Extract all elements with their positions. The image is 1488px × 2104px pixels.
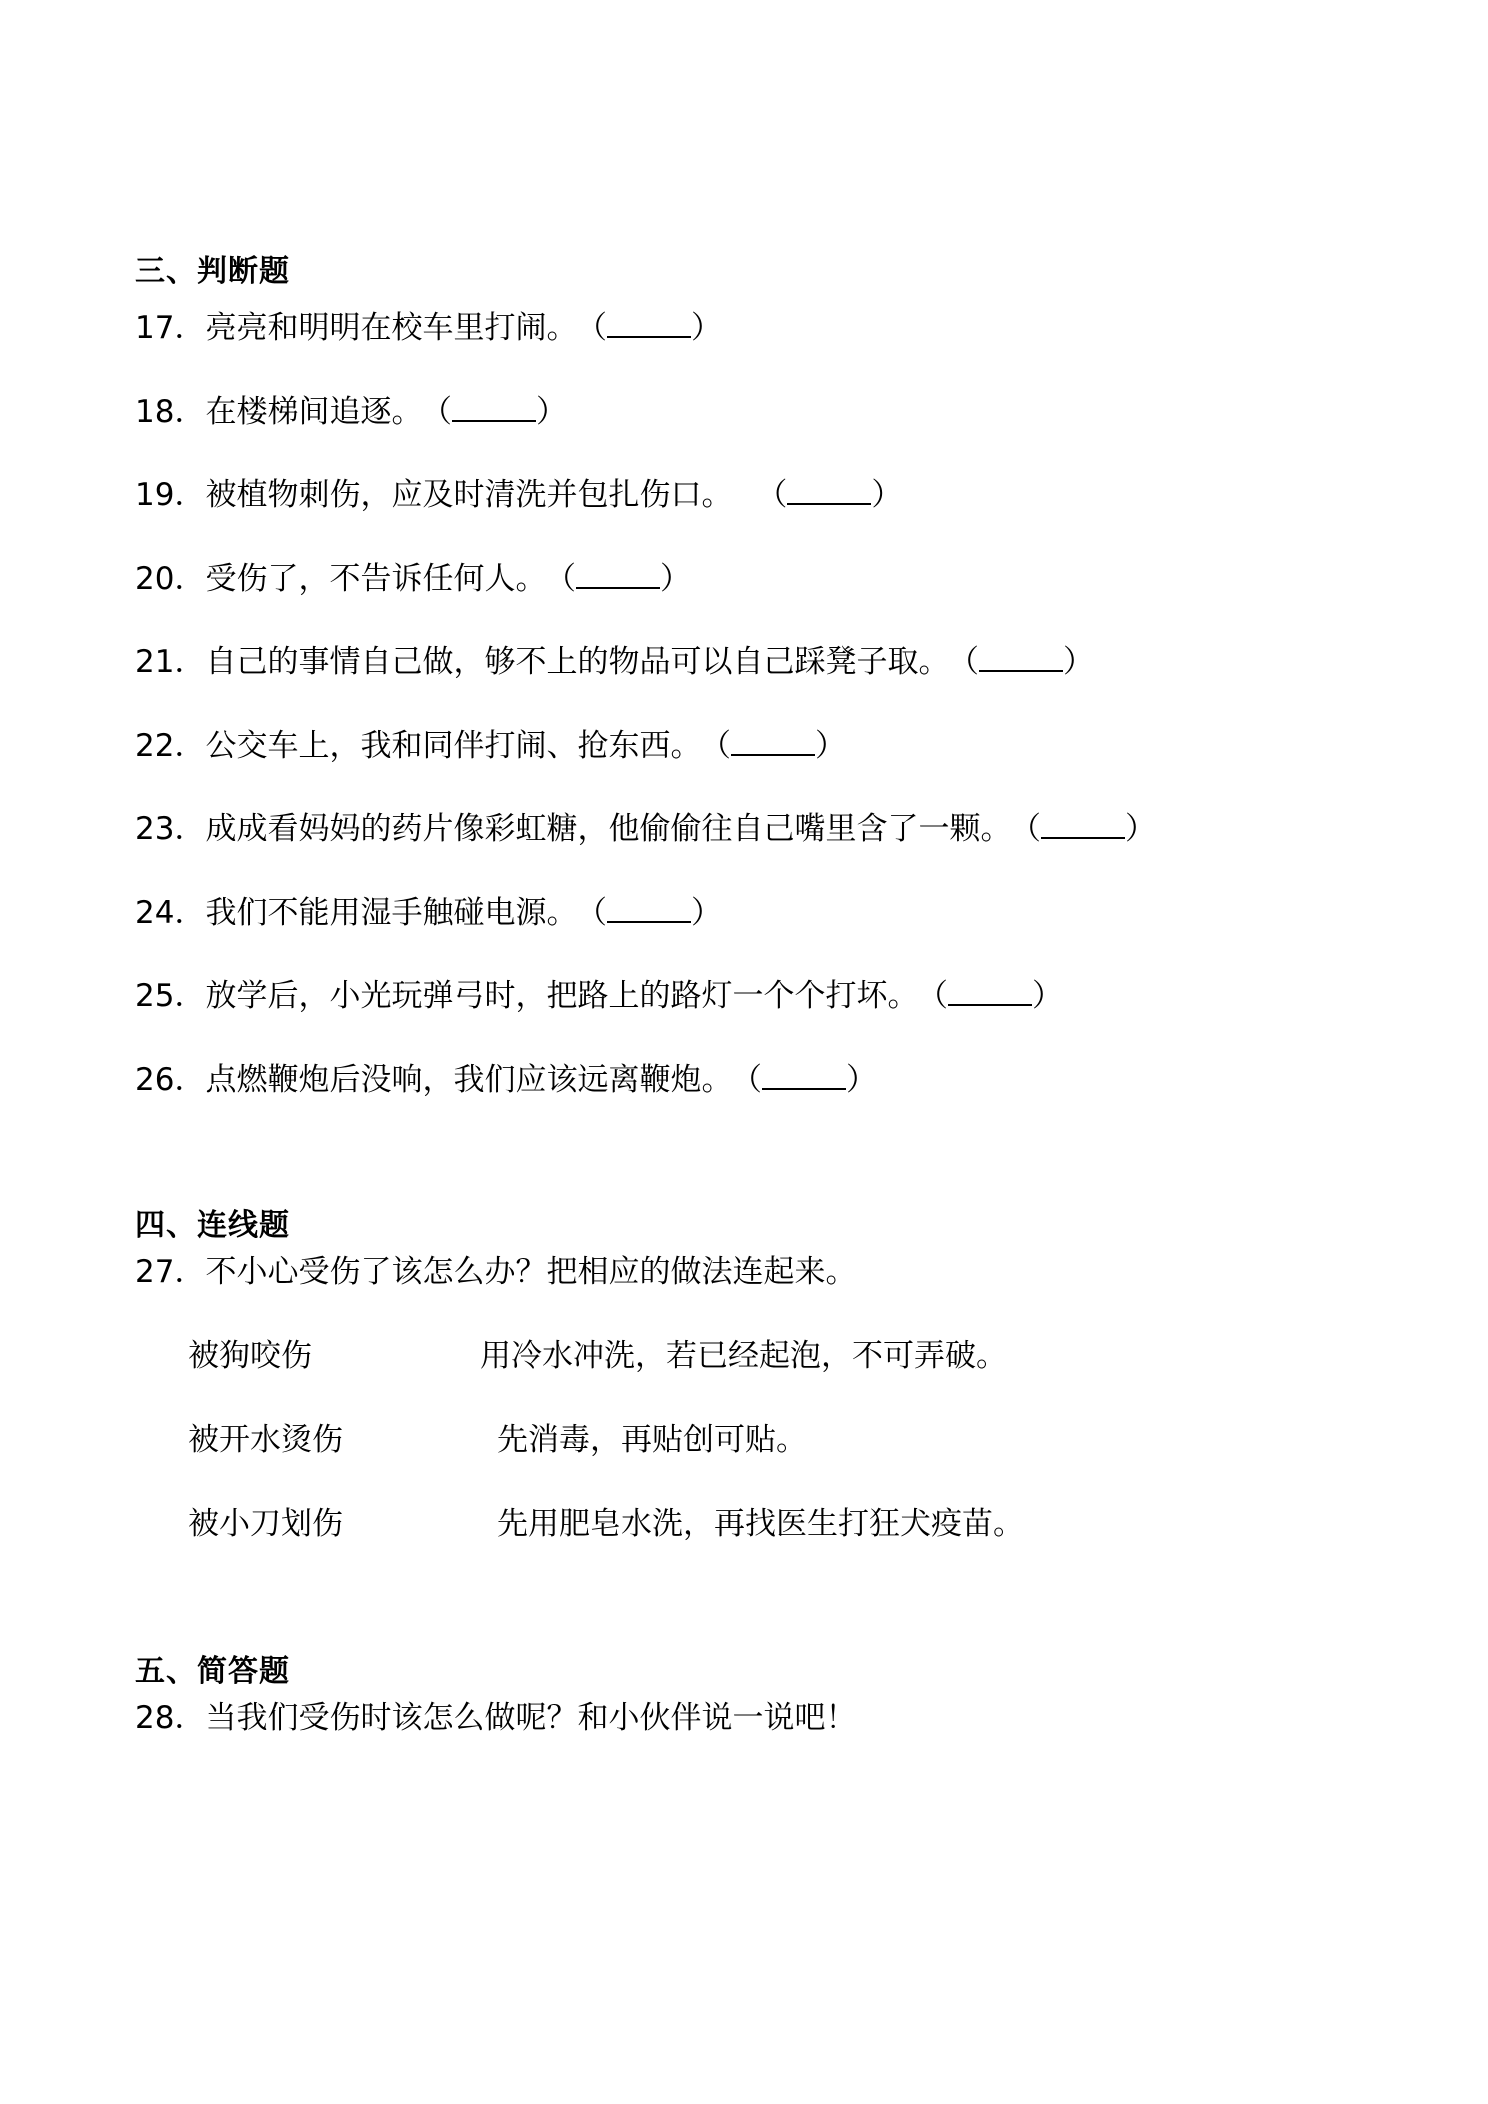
question-text: 放学后，小光玩弹弓时，把路上的路灯一个个打坏。 <box>205 978 919 1014</box>
question-text: 亮亮和明明在校车里打闹。 <box>205 310 578 346</box>
judge-question <box>135 887 722 932</box>
question-number: 22． <box>135 728 206 764</box>
judge-question <box>135 302 722 347</box>
paren-close: ） <box>845 1062 877 1098</box>
section-title-short: 五、简答题 <box>135 1654 290 1689</box>
judge-question <box>135 469 902 514</box>
question-text: 被植物刺伤，应及时清洗并包扎伤口。 <box>205 477 743 513</box>
paren-close: ） <box>535 394 567 430</box>
paren-close: ） <box>1124 811 1156 847</box>
question-text: 公交车上，我和同伴打闹、抢东西。 <box>205 728 702 764</box>
match-left-item: 被狗咬伤 <box>188 1338 312 1374</box>
paren-close: ） <box>1062 644 1094 680</box>
answer-blank[interactable] <box>1041 809 1125 839</box>
question-text: 在楼梯间追逐。 <box>205 394 423 430</box>
question-number: 24． <box>135 895 206 931</box>
question-number: 19． <box>135 477 206 513</box>
answer-blank[interactable] <box>787 475 871 505</box>
paren-close: ） <box>690 310 722 346</box>
paren-open: （ <box>746 1062 762 1098</box>
paren-close: ） <box>871 477 903 513</box>
paren-open: （ <box>560 561 576 597</box>
paren-open: （ <box>932 978 948 1014</box>
answer-blank[interactable] <box>762 1060 846 1090</box>
question-text: 不小心受伤了该怎么办？把相应的做法连起来。 <box>205 1254 857 1290</box>
match-left-item: 被开水烫伤 <box>188 1422 343 1458</box>
answer-blank[interactable] <box>452 392 536 422</box>
paren-open: （ <box>756 477 788 513</box>
question-number: 17． <box>135 310 206 346</box>
answer-blank[interactable] <box>576 559 660 589</box>
judge-question <box>135 636 1094 681</box>
paren-open: （ <box>963 644 979 680</box>
question-number: 28． <box>135 1700 206 1736</box>
paren-open: （ <box>1025 811 1041 847</box>
question-text: 成成看妈妈的药片像彩虹糖，他偷偷往自己嘴里含了一颗。 <box>205 811 1012 847</box>
judge-question <box>135 386 567 431</box>
paren-open: （ <box>591 310 607 346</box>
question-number: 18． <box>135 394 206 430</box>
judge-question <box>135 803 1156 848</box>
paren-close: ） <box>659 561 691 597</box>
question-number: 26． <box>135 1062 206 1098</box>
match-right-item: 先消毒，再贴创可贴。 <box>497 1422 807 1458</box>
paren-close: ） <box>1031 978 1063 1014</box>
paren-close: ） <box>814 728 846 764</box>
paren-open: （ <box>715 728 731 764</box>
question-number: 27． <box>135 1254 206 1290</box>
judge-question <box>135 720 846 765</box>
answer-blank[interactable] <box>731 726 815 756</box>
match-left-item: 被小刀划伤 <box>188 1506 343 1542</box>
paren-open: （ <box>591 895 607 931</box>
question-text: 自己的事情自己做，够不上的物品可以自己踩凳子取。 <box>205 644 950 680</box>
answer-blank[interactable] <box>979 642 1063 672</box>
question-number: 25． <box>135 978 206 1014</box>
question-text: 当我们受伤时该怎么做呢？和小伙伴说一说吧！ <box>205 1700 857 1736</box>
short-question <box>135 1692 856 1737</box>
judge-question <box>135 970 1063 1015</box>
judge-question <box>135 553 691 598</box>
question-text: 我们不能用湿手触碰电源。 <box>205 895 578 931</box>
answer-blank[interactable] <box>948 976 1032 1006</box>
match-right-item: 用冷水冲洗，若已经起泡，不可弄破。 <box>480 1338 1007 1374</box>
match-question <box>135 1246 856 1291</box>
paren-close: ） <box>690 895 722 931</box>
match-right-item: 先用肥皂水洗，再找医生打狂犬疫苗。 <box>497 1506 1024 1542</box>
judge-question <box>135 1054 877 1099</box>
question-number: 23． <box>135 811 206 847</box>
question-number: 20． <box>135 561 206 597</box>
section-title-judge: 三、判断题 <box>135 254 290 289</box>
paren-open: （ <box>436 394 452 430</box>
answer-blank[interactable] <box>607 893 691 923</box>
question-text: 点燃鞭炮后没响，我们应该远离鞭炮。 <box>205 1062 733 1098</box>
answer-blank[interactable] <box>607 308 691 338</box>
question-number: 21． <box>135 644 206 680</box>
question-text: 受伤了，不告诉任何人。 <box>205 561 547 597</box>
section-title-match: 四、连线题 <box>135 1208 290 1243</box>
